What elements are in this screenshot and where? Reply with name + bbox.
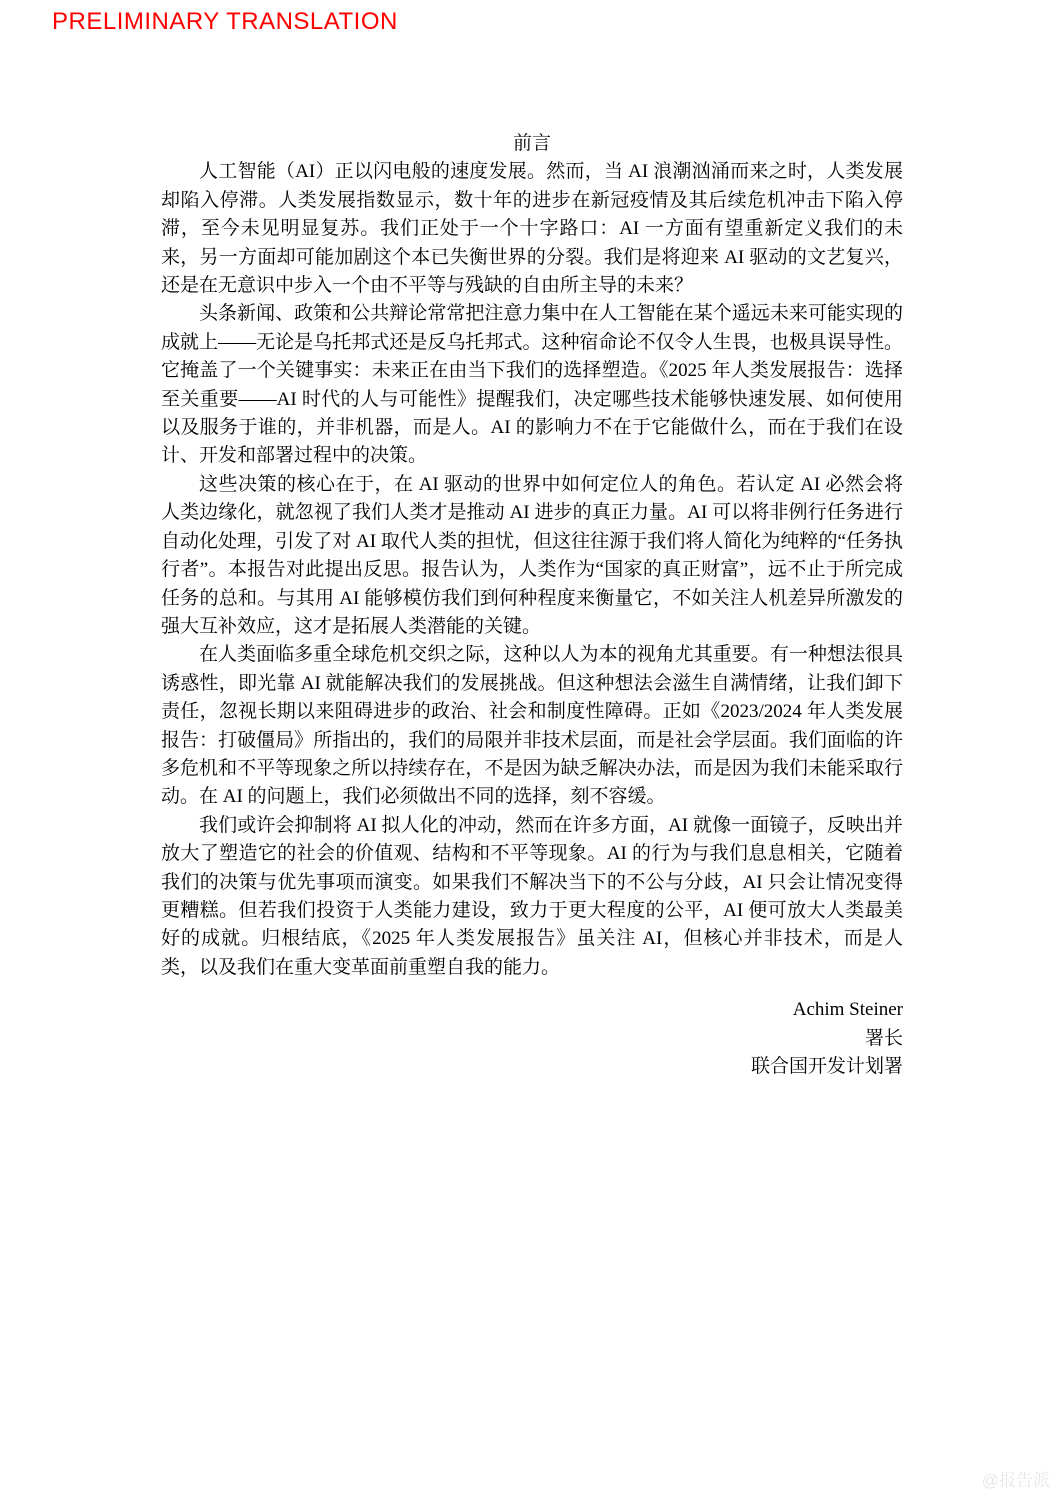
paragraph-1: 人工智能（AI）正以闪电般的速度发展。然而，当 AI 浪潮汹涌而来之时，人类发展却陷入停滞。人类发展指数显示，数十年的进步在新冠疫情及其后续危机冲击下陷入停滞，至今未见明显复苏。我们正处于一个十字路口：AI 一方面有望重新定义我们的未来，另一方面却可能加剧这个本已失衡世界的分裂。我们是将迎来 AI 驱动的文艺复兴，还是在无意识中步入一个由不平等与残缺的自由所主导的未来？ [161, 161, 903, 297]
paragraph-4: 在人类面临多重全球危机交织之际，这种以人为本的视角尤其重要。有一种想法很具诱惑性，即光靠 AI 就能解决我们的发展挑战。但这种想法会滋生自满情绪，让我们卸下责任，忽视长期以来阻碍进步的政治、社会和制度性障碍。正如《2023/2024 年人类发展报告：打破僵局》所指出的，我们的局限并非技术层面，而是社会学层面。我们面临的许多危机和不平等现象之所以持续存在，不是因为缺乏解决办法，而是因为我们未能采取行动。在 AI 的问题上，我们必须做出不同的选择，刻不容缓。 [161, 644, 903, 808]
watermark: @报告派 [981, 1471, 1050, 1490]
foreword-content [161, 130, 903, 1081]
page-title: 前言 [512, 133, 551, 154]
signature-name: Achim Steiner [792, 999, 903, 1021]
paragraph-5: 我们或许会抑制将 AI 拟人化的冲动，然而在许多方面，AI 就像一面镜子，反映出并放大了塑造它的社会的价值观、结构和不平等现象。AI 的行为与我们息息相关，它随着我们的决策与优先事项而演变。如果我们不解决当下的不公与分歧，AI 只会让情况变得更糟糕。但若我们投资于人类能力建设，致力于更大程度的公平，AI 便可放大人类最美好的成就。归根结底，《2025 年人类发展报告》虽关注 AI，但核心并非技术，而是人类，以及我们在重大变革面前重塑自我的能力。 [161, 814, 903, 978]
signature-title: 署长 [864, 1027, 903, 1049]
paragraph-3: 这些决策的核心在于，在 AI 驱动的世界中如何定位人的角色。若认定 AI 必然会将人类边缘化，就忽视了我们人类才是推动 AI 进步的真正力量。AI 可以将非例行任务进行自动化处理，引发了对 AI 取代人类的担忧，但这往往源于我们将人简化为纯粹的“任务执行者”。本报告对此提出反思。报告认为，人类作为“国家的真正财富”，远不止于所完成任务的总和。与其用 AI 能够模仿我们到何种程度来衡量它，不如关注人机差异所激发的强大互补效应，这才是拓展人类潜能的关键。 [161, 473, 903, 637]
paragraph-2: 头条新闻、政策和公共辩论常常把注意力集中在人工智能在某个遥远未来可能实现的成就上——无论是乌托邦式还是反乌托邦式。这种宿命论不仅令人生畏，也极具误导性。它掩盖了一个关键事实：未来正在由当下我们的选择塑造。《2025 年人类发展报告：选择至关重要——AI 时代的人与可能性》提醒我们，决定哪些技术能够快速发展、如何使用以及服务于谁的，并非机器，而是人。AI 的影响力不在于它能做什么，而在于我们在设计、开发和部署过程中的决策。 [161, 303, 903, 467]
signature-organization: 联合国开发计划署 [750, 1056, 903, 1077]
preliminary-translation-notice: PRELIMINARY TRANSLATION [52, 8, 398, 35]
signature-block [161, 996, 903, 1081]
